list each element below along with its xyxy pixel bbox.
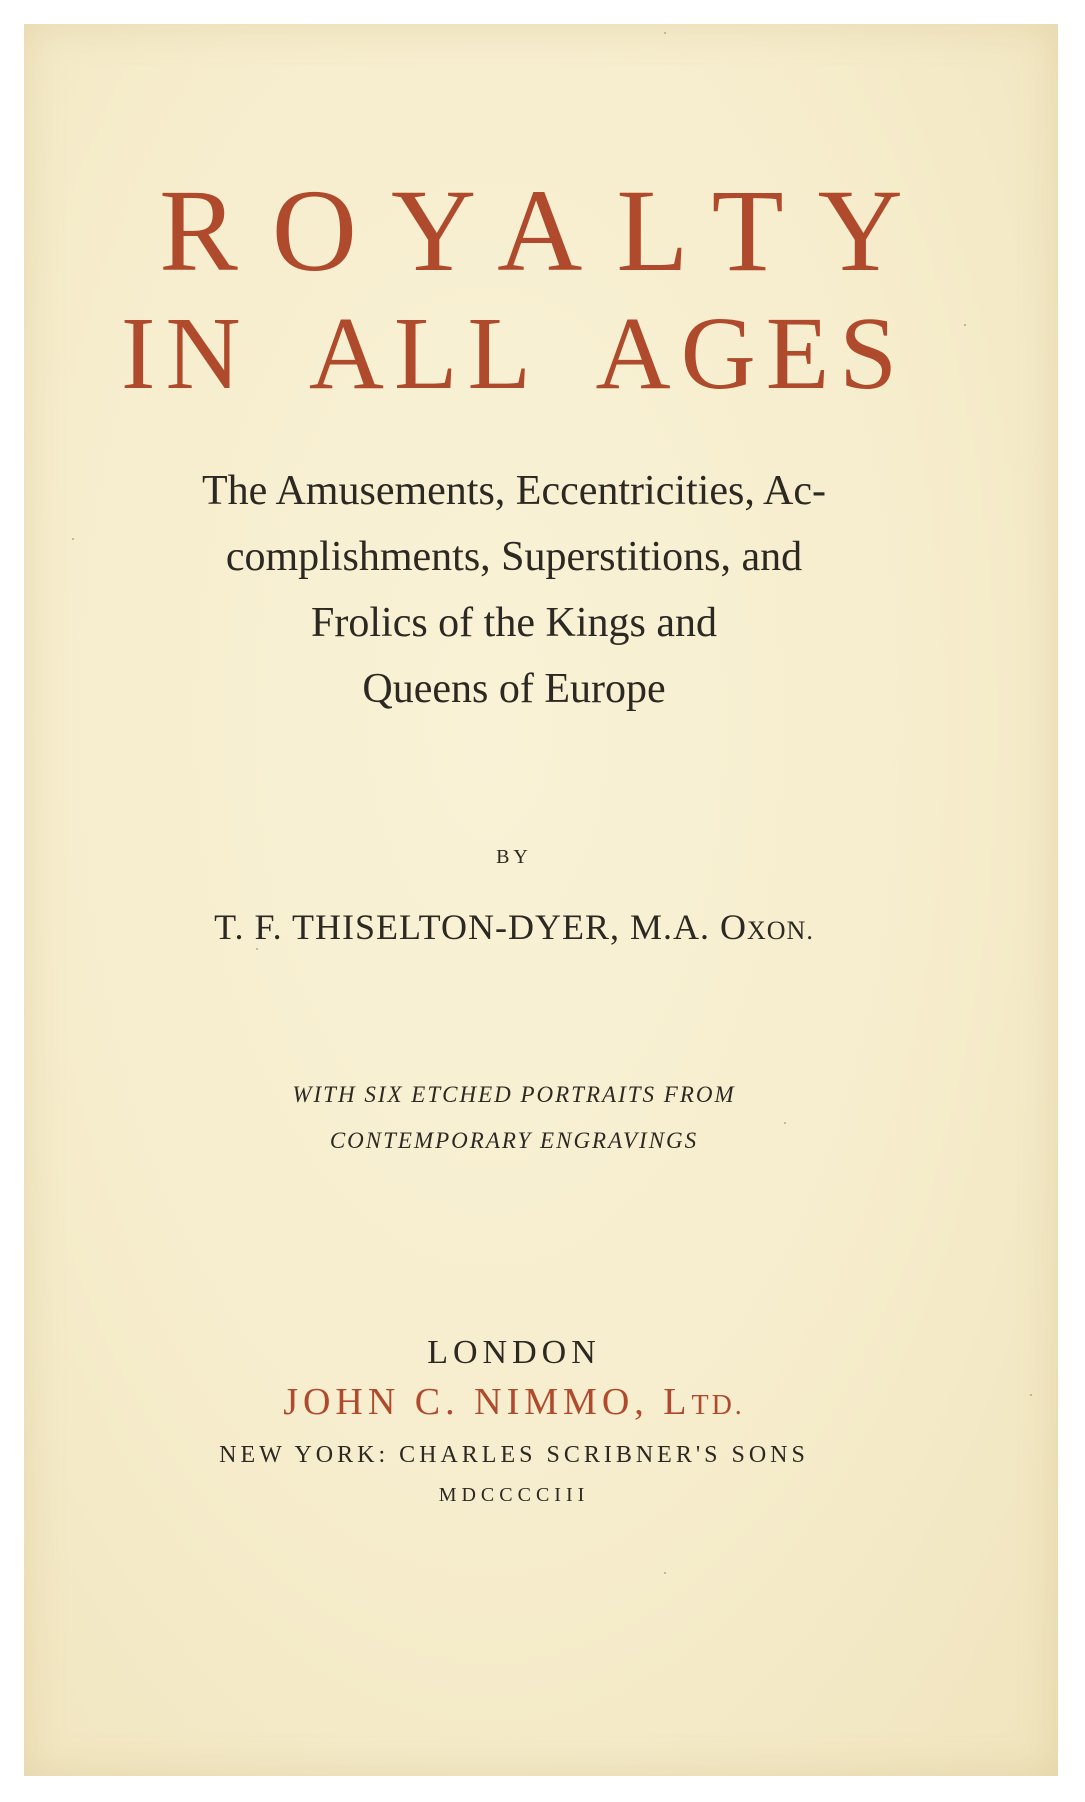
- subtitle-line-2: complishments, Superstitions, and: [225, 534, 803, 580]
- paper-speck: [256, 948, 258, 950]
- publication-year: MDCCCCIII: [438, 1484, 590, 1506]
- publisher-name: JOHN C. NIMMO,: [283, 1381, 664, 1423]
- imprint-city: LONDON: [427, 1334, 601, 1371]
- title-page: [24, 24, 1058, 1776]
- subtitle: [24, 458, 1004, 722]
- illustrations-line-2: CONTEMPORARY ENGRAVINGS: [329, 1128, 699, 1153]
- paper-speck: [664, 1572, 666, 1574]
- by-label: BY: [496, 846, 532, 868]
- illustrations-line-1: WITH SIX ETCHED PORTRAITS FROM: [292, 1082, 736, 1107]
- paper-speck: [664, 32, 666, 34]
- main-title-line-1: ROYALTY: [159, 165, 937, 296]
- subtitle-line-1: The Amusements, Eccentricities, Ac-: [202, 468, 826, 514]
- main-title-line-2: IN ALL AGES: [120, 296, 908, 411]
- degree-rest: XON.: [746, 916, 814, 945]
- publisher-suffix-rest: TD.: [691, 1390, 745, 1421]
- illustrations-note: [24, 1072, 1004, 1164]
- paper-speck: [72, 538, 74, 540]
- co-publisher: NEW YORK: CHARLES SCRIBNER'S SONS: [219, 1442, 809, 1468]
- paper-speck: [784, 1122, 786, 1124]
- publisher-line: [24, 1380, 1004, 1424]
- publisher-suffix-initial: L: [663, 1381, 692, 1423]
- paper-speck: [964, 324, 966, 326]
- subtitle-line-4: Queens of Europe: [362, 666, 666, 712]
- author-name: T. F. THISELTON-DYER, M.A.: [214, 907, 710, 947]
- degree-initial: O: [719, 907, 747, 947]
- author-line: [24, 906, 1004, 948]
- paper-speck: [1030, 1394, 1032, 1396]
- subtitle-line-3: Frolics of the Kings and: [311, 600, 717, 646]
